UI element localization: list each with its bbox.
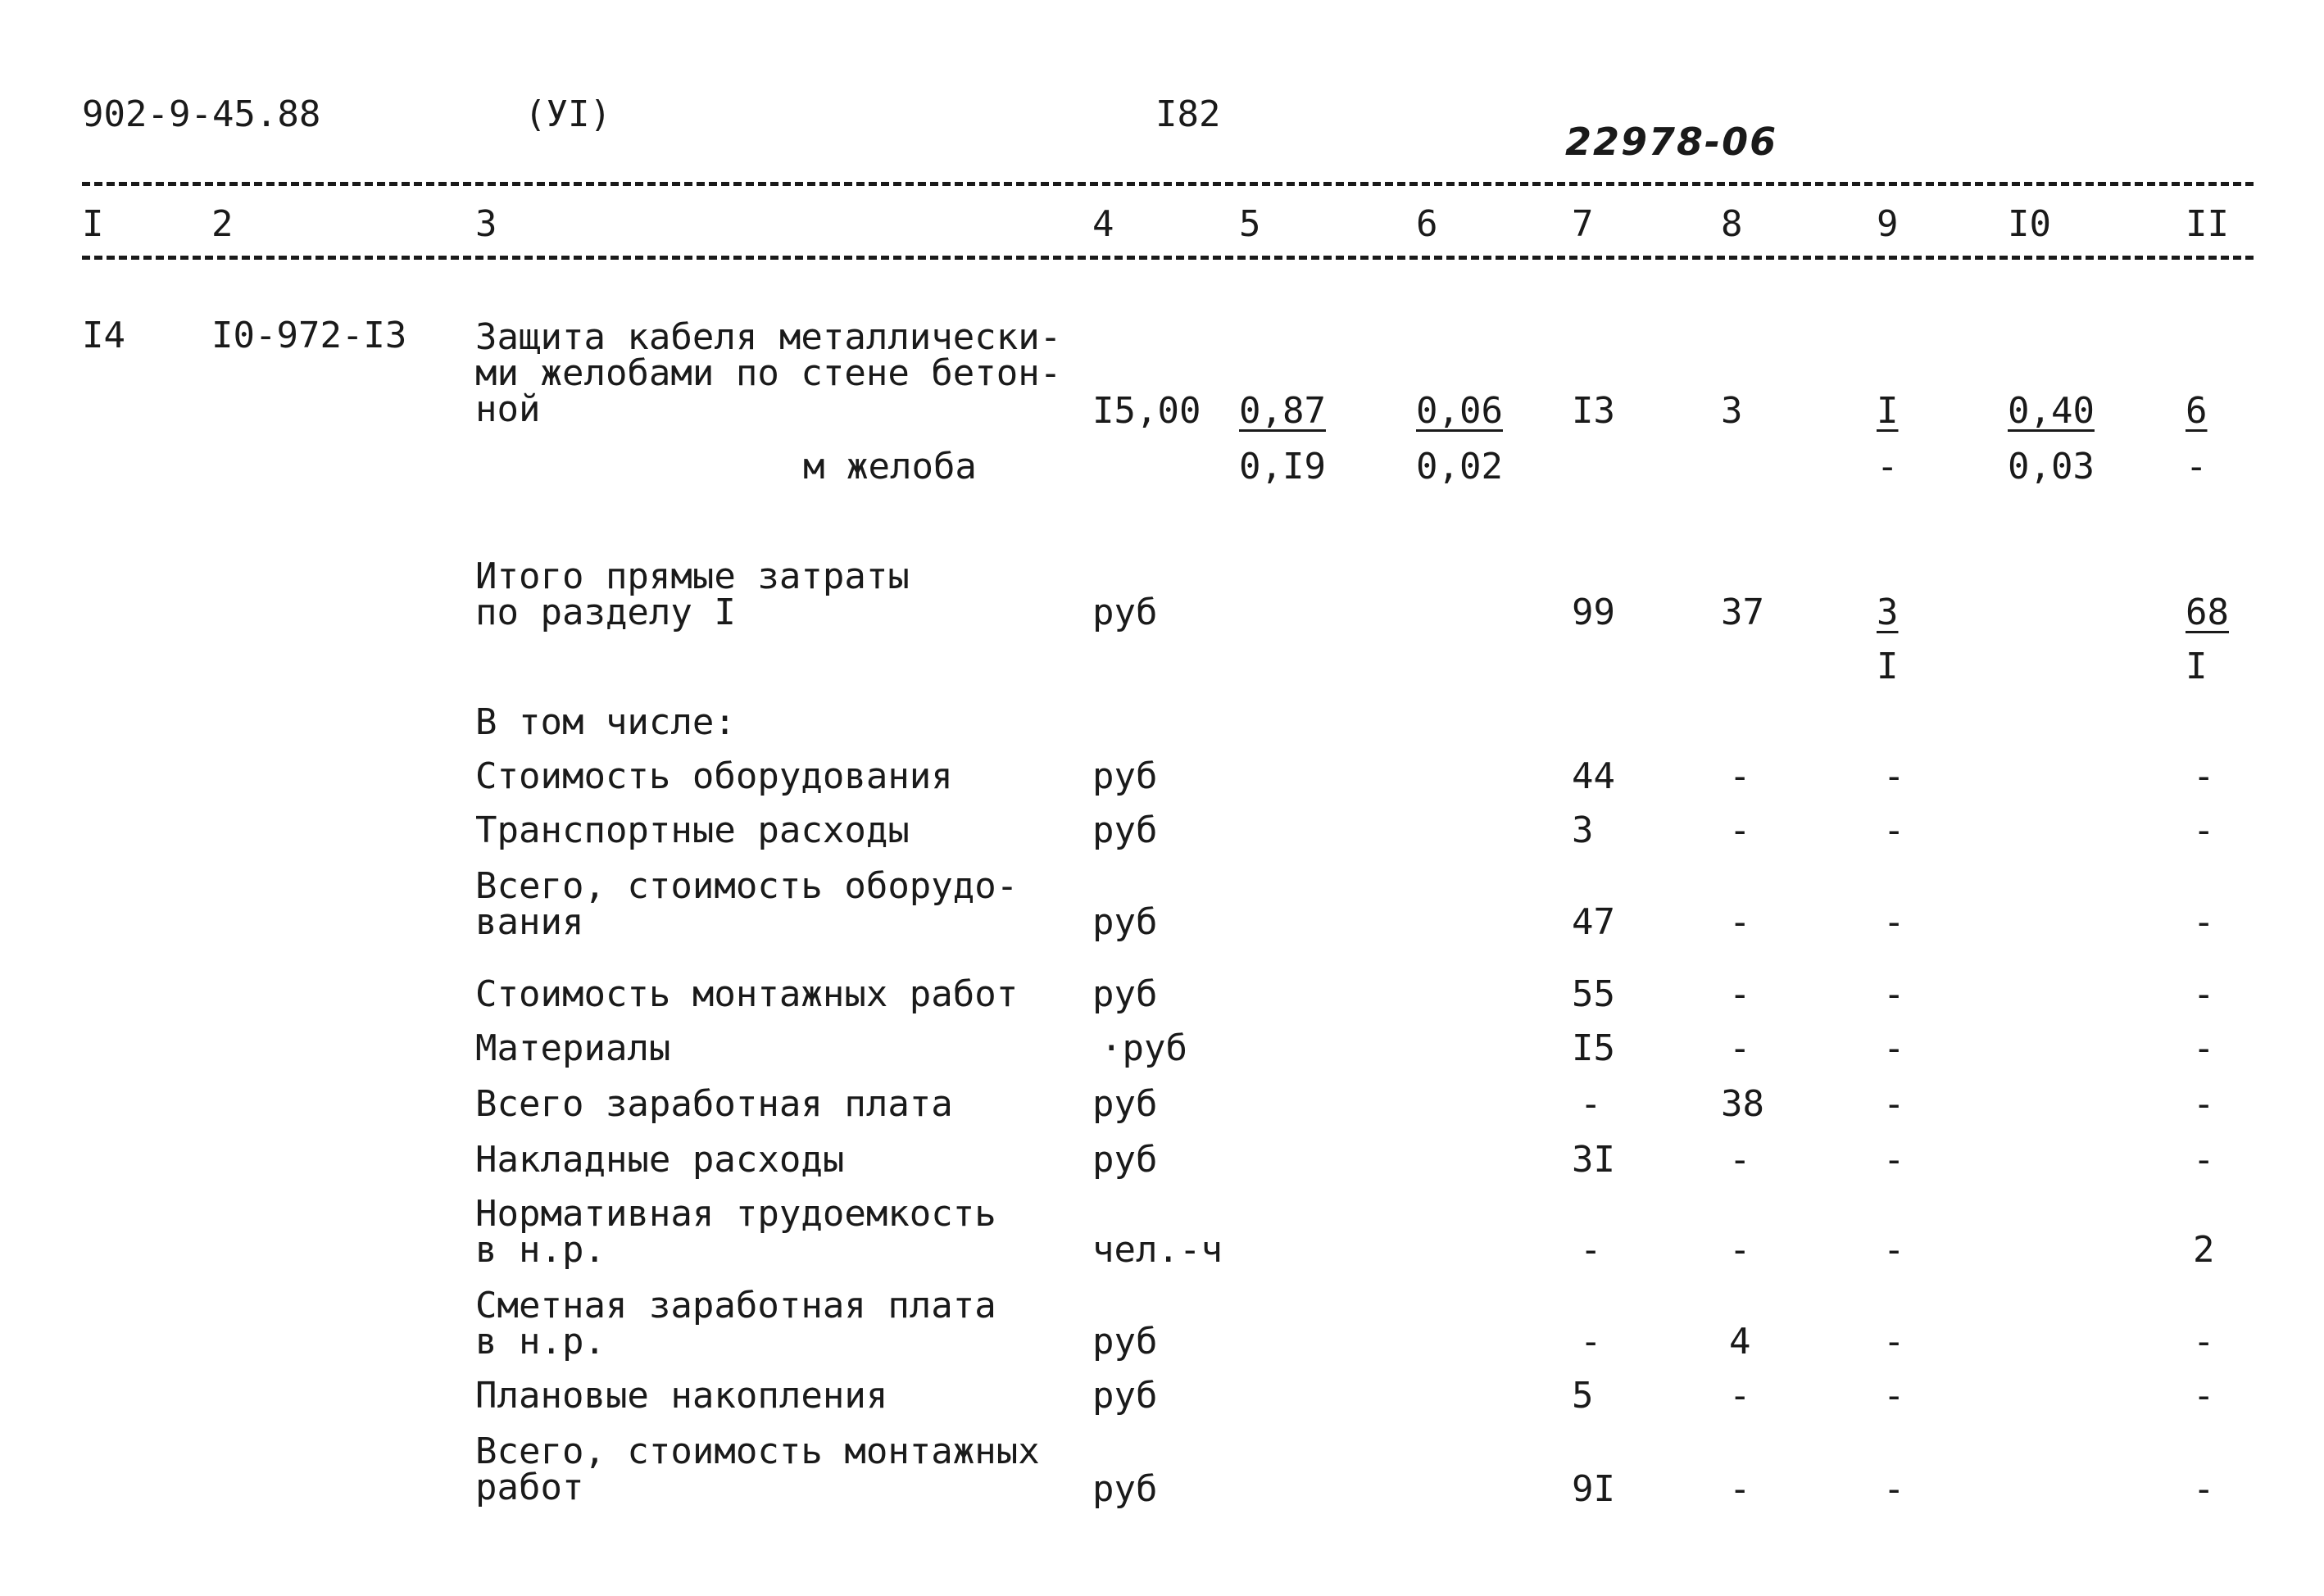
breakdown-col9: - (1883, 1229, 1905, 1271)
breakdown-col9: - (1883, 1321, 1905, 1362)
breakdown-col7: I5 (1572, 1027, 1615, 1069)
breakdown-unit: руб (1092, 1321, 1158, 1362)
total-col8: 37 (1721, 592, 1764, 633)
item-col9-top: I (1877, 390, 1899, 432)
column-header-4: 4 (1092, 203, 1114, 245)
breakdown-label: Сметная заработная плата в н.р. (475, 1285, 996, 1362)
breakdown-label: Стоимость монтажных работ (475, 973, 1019, 1015)
breakdown-unit: руб (1092, 1139, 1158, 1181)
header-bottom-rule (82, 256, 2254, 260)
breakdown-col8: - (1729, 1468, 1751, 1510)
breakdown-col11: - (2193, 1027, 2215, 1069)
item-col11-bottom: - (2186, 446, 2208, 487)
column-header-10: I0 (2008, 203, 2051, 245)
breakdown-label: Всего заработная плата (475, 1083, 953, 1125)
total-label: Итого прямые затраты по разделу I (475, 555, 910, 633)
breakdown-col8: - (1729, 973, 1751, 1015)
breakdown-col9: - (1883, 901, 1905, 943)
column-header-2: 2 (211, 203, 234, 245)
item-col6-bottom: 0,02 (1416, 446, 1503, 487)
breakdown-col11: - (2193, 1468, 2215, 1510)
breakdown-col7: 3 (1572, 809, 1594, 851)
breakdown-col9: - (1883, 1139, 1905, 1181)
item-col10-bottom: 0,03 (2008, 446, 2095, 487)
header-top-rule (82, 182, 2254, 186)
breakdown-label: Нормативная трудоемкость в н.р. (475, 1193, 996, 1271)
column-header-1: I (82, 203, 104, 245)
item-quantity: I5,00 (1092, 390, 1201, 432)
column-header-3: 3 (475, 203, 497, 245)
item-description: Защита кабеля металлически- ми желобами по стене бетон- ной (475, 316, 1062, 430)
item-col5-top: 0,87 (1239, 390, 1326, 432)
breakdown-label: Всего, стоимость монтажных работ (475, 1431, 1040, 1508)
total-col11-bottom: I (2186, 646, 2208, 687)
column-header-7: 7 (1572, 203, 1594, 245)
breakdown-unit: руб (1092, 901, 1158, 943)
breakdown-col9: - (1883, 755, 1905, 797)
document-code: 902-9-45.88 (82, 93, 321, 135)
total-col11-top: 68 (2186, 592, 2229, 633)
breakdown-col9: - (1883, 1083, 1905, 1125)
breakdown-col8: - (1729, 809, 1751, 851)
item-unit: м желоба (803, 446, 977, 487)
breakdown-col7: - (1580, 1321, 1602, 1362)
breakdown-unit: чел.-ч (1092, 1229, 1223, 1271)
breakdown-col7: - (1580, 1083, 1602, 1125)
column-header-6: 6 (1416, 203, 1438, 245)
column-header-11: II (2186, 203, 2229, 245)
breakdown-unit: ·руб (1101, 1027, 1187, 1069)
breakdown-col7: 9I (1572, 1468, 1615, 1510)
breakdown-col9: - (1883, 1027, 1905, 1069)
breakdown-col8: 4 (1729, 1321, 1751, 1362)
breakdown-col9: - (1883, 1468, 1905, 1510)
breakdown-unit: руб (1092, 755, 1158, 797)
breakdown-col9: - (1883, 973, 1905, 1015)
breakdown-label: Накладные расходы (475, 1139, 845, 1181)
breakdown-col8: - (1729, 901, 1751, 943)
page-number: I82 (1155, 93, 1221, 135)
including-label: В том числе: (475, 701, 736, 743)
item-col11-top: 6 (2186, 390, 2208, 432)
item-col9-bottom: - (1877, 446, 1899, 487)
item-number: I4 (82, 315, 125, 356)
total-col7: 99 (1572, 592, 1615, 633)
breakdown-col11: - (2193, 1375, 2215, 1417)
breakdown-label: Плановые накопления (475, 1375, 888, 1417)
column-header-8: 8 (1721, 203, 1743, 245)
breakdown-col7: 55 (1572, 973, 1615, 1015)
volume-label: (УI) (524, 93, 611, 135)
total-col9-bottom: I (1877, 646, 1899, 687)
total-unit: руб (1092, 592, 1158, 633)
breakdown-col8: 38 (1721, 1083, 1764, 1125)
breakdown-col11: - (2193, 901, 2215, 943)
breakdown-col11: - (2193, 1083, 2215, 1125)
breakdown-col11: - (2193, 809, 2215, 851)
item-col8: 3 (1721, 390, 1743, 432)
breakdown-unit: руб (1092, 1083, 1158, 1125)
item-col7: I3 (1572, 390, 1615, 432)
breakdown-col9: - (1883, 1375, 1905, 1417)
breakdown-col8: - (1729, 1027, 1751, 1069)
breakdown-col11: 2 (2193, 1229, 2215, 1271)
handwritten-stamp: 22978-06 (1565, 120, 1778, 164)
breakdown-unit: руб (1092, 1468, 1158, 1510)
breakdown-col8: - (1729, 1229, 1751, 1271)
breakdown-col11: - (2193, 973, 2215, 1015)
breakdown-col7: 5 (1572, 1375, 1594, 1417)
column-header-9: 9 (1877, 203, 1899, 245)
breakdown-col11: - (2193, 1139, 2215, 1181)
breakdown-col7: - (1580, 1229, 1602, 1271)
item-col5-bottom: 0,I9 (1239, 446, 1326, 487)
breakdown-col7: 3I (1572, 1139, 1615, 1181)
breakdown-unit: руб (1092, 809, 1158, 851)
breakdown-unit: руб (1092, 973, 1158, 1015)
column-header-5: 5 (1239, 203, 1261, 245)
breakdown-col8: - (1729, 1375, 1751, 1417)
item-col6-top: 0,06 (1416, 390, 1503, 432)
item-col10-top: 0,40 (2008, 390, 2095, 432)
breakdown-col7: 47 (1572, 901, 1615, 943)
breakdown-col9: - (1883, 809, 1905, 851)
breakdown-label: Материалы (475, 1027, 671, 1069)
breakdown-unit: руб (1092, 1375, 1158, 1417)
breakdown-col11: - (2193, 755, 2215, 797)
breakdown-label: Транспортные расходы (475, 809, 910, 851)
breakdown-col8: - (1729, 755, 1751, 797)
item-code: I0-972-I3 (211, 315, 407, 356)
breakdown-col11: - (2193, 1321, 2215, 1362)
breakdown-col7: 44 (1572, 755, 1615, 797)
breakdown-col8: - (1729, 1139, 1751, 1181)
breakdown-label: Всего, стоимость оборудо- вания (475, 865, 1019, 943)
total-col9-top: 3 (1877, 592, 1899, 633)
breakdown-label: Стоимость оборудования (475, 755, 953, 797)
